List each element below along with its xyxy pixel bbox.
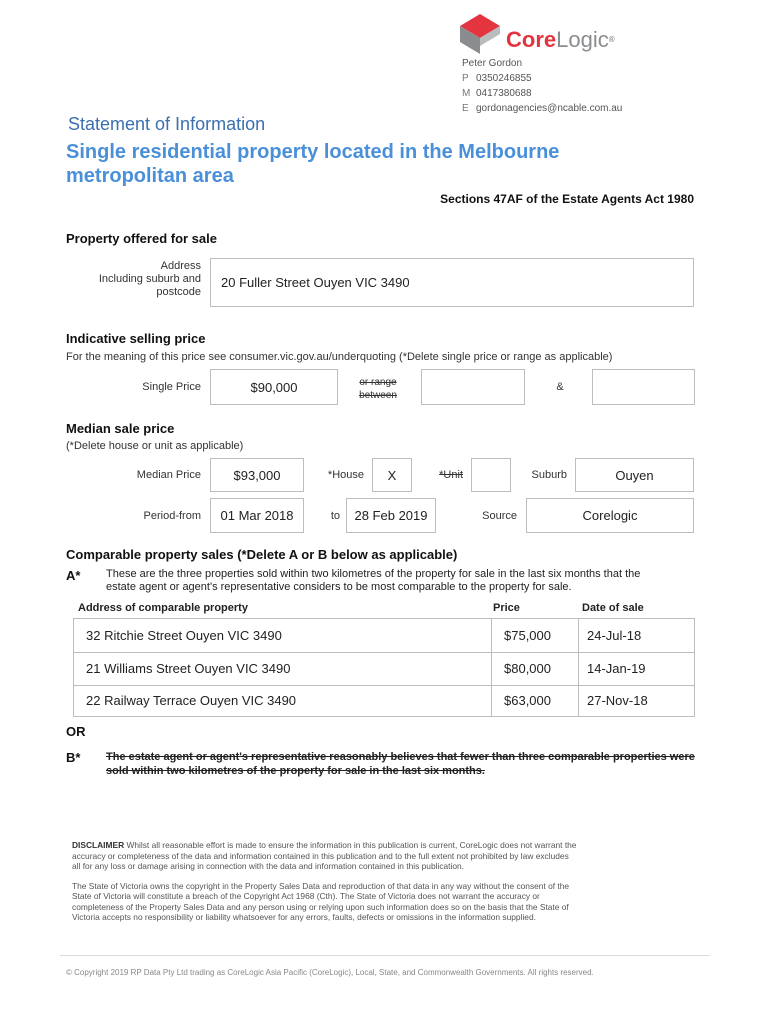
- act-sections: Sections 47AF of the Estate Agents Act 1980: [440, 192, 694, 206]
- range-low-field[interactable]: [421, 369, 525, 405]
- footer-divider: [60, 955, 710, 956]
- period-from-field[interactable]: 01 Mar 2018: [210, 498, 304, 533]
- option-a-marker: A*: [66, 568, 81, 583]
- option-a-text-line2: estate agent or agent's representative considers to be most comparable to the property for sale.: [106, 581, 572, 593]
- row-address: 22 Railway Terrace Ouyen VIC 3490: [86, 693, 297, 708]
- table-row: [74, 619, 694, 653]
- agent-name: Peter Gordon: [462, 58, 523, 69]
- indicative-price-heading: Indicative selling price: [66, 331, 206, 346]
- col-price-header: Price: [493, 602, 520, 614]
- house-field[interactable]: X: [372, 458, 412, 492]
- footer-copyright: © Copyright 2019 RP Data Pty Ltd trading as CoreLogic Asia Pacific (CoreLogic), Local, State, and Commonwealth Governments. All rights reserved.: [66, 968, 594, 977]
- corelogic-logo-icon: [458, 12, 502, 56]
- agent-email: gordonagencies@ncable.com.au: [476, 103, 623, 114]
- disclaimer-p2-line2: State of Victoria will constitute a breach of the Copyright Act 1968 (Cth). The State of Victoria does not warrant the accuracy or: [72, 891, 540, 901]
- option-b-text: [106, 750, 695, 778]
- median-price-label: Median Price: [136, 469, 201, 481]
- comparable-heading: Comparable property sales (*Delete A or B below as applicable): [66, 547, 458, 562]
- source-label: Source: [482, 510, 517, 522]
- option-b-text-line1: The estate agent or agent's representative reasonably believes that fewer than three comparable properties were: [106, 751, 695, 763]
- indicative-price-note: For the meaning of this price see consumer.vic.gov.au/underquoting (*Delete single price or range as applicable): [66, 351, 613, 363]
- disclaimer-p1-line1: Whilst all reasonable effort is made to ensure the information in this publication is current, CoreLogic does not warrant the: [124, 840, 577, 850]
- address-label-line3: postcode: [156, 286, 201, 298]
- logo-core-text: Core: [506, 27, 557, 52]
- address-label-line2: Including suburb and: [98, 273, 201, 285]
- unit-label: *Unit: [439, 469, 463, 481]
- row-price: $75,000: [504, 628, 551, 643]
- row-date: 14-Jan-19: [587, 661, 646, 676]
- agent-contact: [462, 56, 722, 116]
- disclaimer-p1-line3: all for any loss or damage arising in connection with the data and information contained in this publication.: [72, 861, 464, 871]
- address-label: [70, 260, 201, 299]
- col-address-header: Address of comparable property: [78, 602, 248, 614]
- address-label-line1: Address: [160, 260, 201, 272]
- row-address: 32 Ritchie Street Ouyen VIC 3490: [86, 628, 282, 643]
- period-to-label: to: [330, 510, 340, 522]
- period-to-field[interactable]: 28 Feb 2019: [346, 498, 436, 533]
- phone-label: P: [462, 73, 469, 84]
- median-price-field[interactable]: $93,000: [210, 458, 304, 492]
- option-a-text: [106, 568, 640, 594]
- disclaimer-p2-line3: completeness of the Property Sales Data and any person using or relying upon such information does so on the basis that the State of: [72, 901, 569, 912]
- corelogic-logo: [458, 12, 638, 60]
- single-price-label: Single Price: [142, 381, 201, 393]
- single-price-field[interactable]: $90,000: [210, 369, 338, 405]
- unit-field[interactable]: [471, 458, 511, 492]
- email-label: E: [462, 103, 469, 114]
- agent-mobile: 0417380688: [476, 88, 532, 99]
- disclaimer: [72, 840, 702, 923]
- option-b-text-line2: sold within two kilometres of the property for sale in the last six months.: [106, 765, 485, 777]
- row-address: 21 Williams Street Ouyen VIC 3490: [86, 661, 291, 676]
- disclaimer-p1-line2: accuracy or completeness of the data and information contained in this publication and to the full extent not prohibited by law excludes: [72, 850, 569, 861]
- source-field[interactable]: Corelogic: [526, 498, 694, 533]
- row-price: $63,000: [504, 693, 551, 708]
- logo-reg-mark: ®: [608, 35, 615, 44]
- range-label: [340, 376, 416, 402]
- house-label: *House: [327, 469, 364, 481]
- table-row: [74, 685, 694, 716]
- range-amp: &: [556, 381, 564, 393]
- range-high-field[interactable]: [592, 369, 695, 405]
- period-from-label: Period-from: [143, 510, 201, 522]
- disclaimer-label: DISCLAIMER: [72, 840, 125, 850]
- option-b-marker: B*: [66, 750, 81, 765]
- agent-phone: 0350246855: [476, 73, 532, 84]
- row-date: 24-Jul-18: [587, 628, 642, 643]
- col-date-header: Date of sale: [582, 602, 644, 614]
- document-title: [66, 140, 559, 188]
- table-row: [74, 652, 694, 686]
- or-separator: OR: [66, 724, 86, 739]
- disclaimer-p2-line1: The State of Victoria owns the copyright in the Property Sales Data and reproduction of that data in any way without the consent of the: [72, 880, 570, 891]
- range-label-line1: or range: [359, 377, 397, 388]
- median-heading: Median sale price: [66, 421, 175, 436]
- property-heading: Property offered for sale: [66, 231, 217, 246]
- suburb-label: Suburb: [531, 469, 567, 481]
- logo-logic-text: Logic: [556, 27, 609, 52]
- range-label-line2: between: [359, 390, 397, 401]
- document-title-line2: metropolitan area: [66, 165, 234, 187]
- mobile-label: M: [462, 88, 471, 99]
- disclaimer-p2-line4: Victoria accepts no responsibility or liability whatsoever for any errors, faults, defects or omissions in the information supplied.: [72, 912, 536, 922]
- suburb-field[interactable]: Ouyen: [575, 458, 694, 492]
- comparable-table: [73, 618, 695, 717]
- option-a-text-line1: These are the three properties sold within two kilometres of the property for sale in the last six months that the: [106, 568, 641, 580]
- document-title-line1: Single residential property located in the Melbourne: [66, 141, 560, 163]
- statement-title: Statement of Information: [68, 114, 266, 134]
- row-price: $80,000: [504, 661, 551, 676]
- address-field[interactable]: 20 Fuller Street Ouyen VIC 3490: [210, 258, 694, 307]
- row-date: 27-Nov-18: [587, 693, 648, 708]
- median-note: (*Delete house or unit as applicable): [66, 440, 244, 452]
